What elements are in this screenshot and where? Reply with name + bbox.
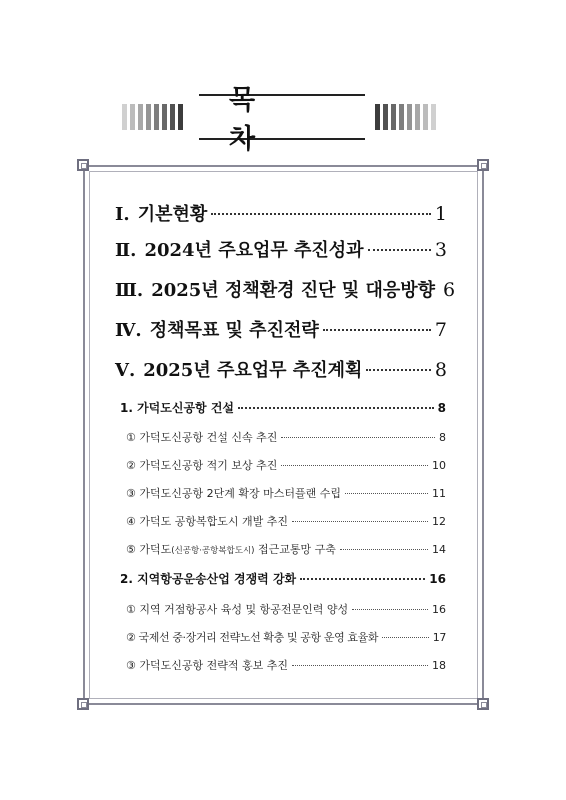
- bar: [407, 104, 412, 130]
- toc-section-1[interactable]: [120, 399, 446, 416]
- toc-item-1-5[interactable]: [126, 541, 446, 557]
- page-number: 10: [432, 459, 446, 472]
- page-number: 18: [432, 659, 446, 672]
- item-title: ③ 가덕도신공항 전략적 홍보 추진: [126, 659, 288, 672]
- dot-leader: [340, 549, 428, 550]
- page-number: 3: [434, 239, 447, 261]
- chapter-title: 2025년 정책환경 진단 및 대응방향: [151, 280, 436, 301]
- bar: [383, 104, 388, 130]
- item-title-small: (신공항·공항복합도시): [171, 546, 255, 556]
- item-title: ② 가덕도신공항 적기 보상 추진: [126, 459, 278, 472]
- page-number: 6: [443, 279, 456, 301]
- page-number: 12: [432, 515, 446, 528]
- chapter-number: Ⅰ.: [115, 204, 130, 225]
- section-title: 2. 지역항공운송산업 경쟁력 강화: [120, 572, 297, 586]
- chapter-title: 2024년 주요업무 추진성과: [144, 240, 364, 261]
- page-number: 16: [429, 572, 446, 586]
- bar: [130, 104, 135, 130]
- frame-corner-top-right: [477, 159, 489, 171]
- page-number: 11: [432, 487, 446, 500]
- dot-leader: [366, 369, 431, 371]
- page-number: 7: [434, 319, 447, 341]
- bar: [399, 104, 404, 130]
- toc-item-1-2[interactable]: [126, 457, 446, 473]
- toc-item-1-1[interactable]: [126, 429, 446, 445]
- dot-leader: [292, 665, 428, 666]
- toc-chapter-2[interactable]: [115, 236, 447, 262]
- chapter-title: 기본현황: [137, 204, 208, 225]
- dot-leader: [211, 213, 431, 215]
- item-title: ③ 가덕도신공항 2단계 확장 마스터플랜 수립: [126, 487, 341, 500]
- item-title: ① 지역 거점항공사 육성 및 항공전문인력 양성: [126, 603, 349, 616]
- toc-item-1-4[interactable]: [126, 513, 446, 529]
- dot-leader: [368, 249, 431, 251]
- bar: [138, 104, 143, 130]
- bar: [146, 104, 151, 130]
- bar: [154, 104, 159, 130]
- frame-corner-bottom-right: [477, 698, 489, 710]
- bar: [122, 104, 127, 130]
- bar: [170, 104, 175, 130]
- bar: [415, 104, 420, 130]
- bar: [423, 104, 428, 130]
- toc-item-1-3[interactable]: [126, 485, 446, 501]
- dot-leader: [281, 437, 435, 438]
- item-title: ④ 가덕도 공항복합도시 개발 추진: [126, 515, 288, 528]
- page-number: 14: [432, 543, 446, 556]
- chapter-title: 정책목표 및 추진전략: [149, 320, 319, 341]
- toc-item-2-2[interactable]: [126, 629, 446, 645]
- dot-leader: [300, 578, 425, 580]
- dot-leader: [292, 521, 428, 522]
- page-number: 8: [439, 431, 446, 444]
- decorative-bars-right: [375, 104, 436, 130]
- bar: [178, 104, 183, 130]
- bar: [431, 104, 436, 130]
- chapter-number: Ⅱ.: [115, 240, 137, 261]
- page-title: 목 차: [199, 94, 365, 140]
- dot-leader: [352, 609, 428, 610]
- toc-section-2[interactable]: [120, 570, 446, 587]
- toc-chapter-5[interactable]: [115, 356, 447, 382]
- page-number: 16: [432, 603, 446, 616]
- page-number: 8: [434, 359, 447, 381]
- item-title: ⑤ 가덕도: [126, 543, 172, 556]
- chapter-number: Ⅴ.: [115, 360, 136, 381]
- frame-corner-bottom-left: [77, 698, 89, 710]
- chapter-title: 2025년 주요업무 추진계획: [143, 360, 363, 381]
- item-title-rest: 접근교통망 구축: [254, 543, 336, 556]
- toc-chapter-1[interactable]: [115, 200, 447, 226]
- bar: [162, 104, 167, 130]
- section-title: 1. 가덕도신공항 건설: [120, 401, 235, 415]
- dot-leader: [382, 637, 429, 638]
- page-number: 1: [434, 203, 447, 225]
- dot-leader: [281, 465, 428, 466]
- item-title: ② 국제선 중·장거리 전략노선 확충 및 공항 운영 효율화: [126, 631, 379, 644]
- decorative-bars-left: [122, 104, 183, 130]
- dot-leader: [323, 329, 431, 331]
- dot-leader: [238, 407, 434, 409]
- chapter-number: Ⅲ.: [115, 280, 144, 301]
- page-number: 8: [437, 401, 446, 415]
- item-title: ① 가덕도신공항 건설 신속 추진: [126, 431, 278, 444]
- bar: [391, 104, 396, 130]
- frame-corner-top-left: [77, 159, 89, 171]
- toc-item-2-3[interactable]: [126, 657, 446, 673]
- toc-chapter-4[interactable]: [115, 316, 447, 342]
- toc-item-2-1[interactable]: [126, 601, 446, 617]
- bar: [375, 104, 380, 130]
- chapter-number: Ⅳ.: [115, 320, 142, 341]
- dot-leader: [345, 493, 428, 494]
- page-number: 17: [432, 631, 446, 644]
- toc-chapter-3[interactable]: [115, 276, 456, 302]
